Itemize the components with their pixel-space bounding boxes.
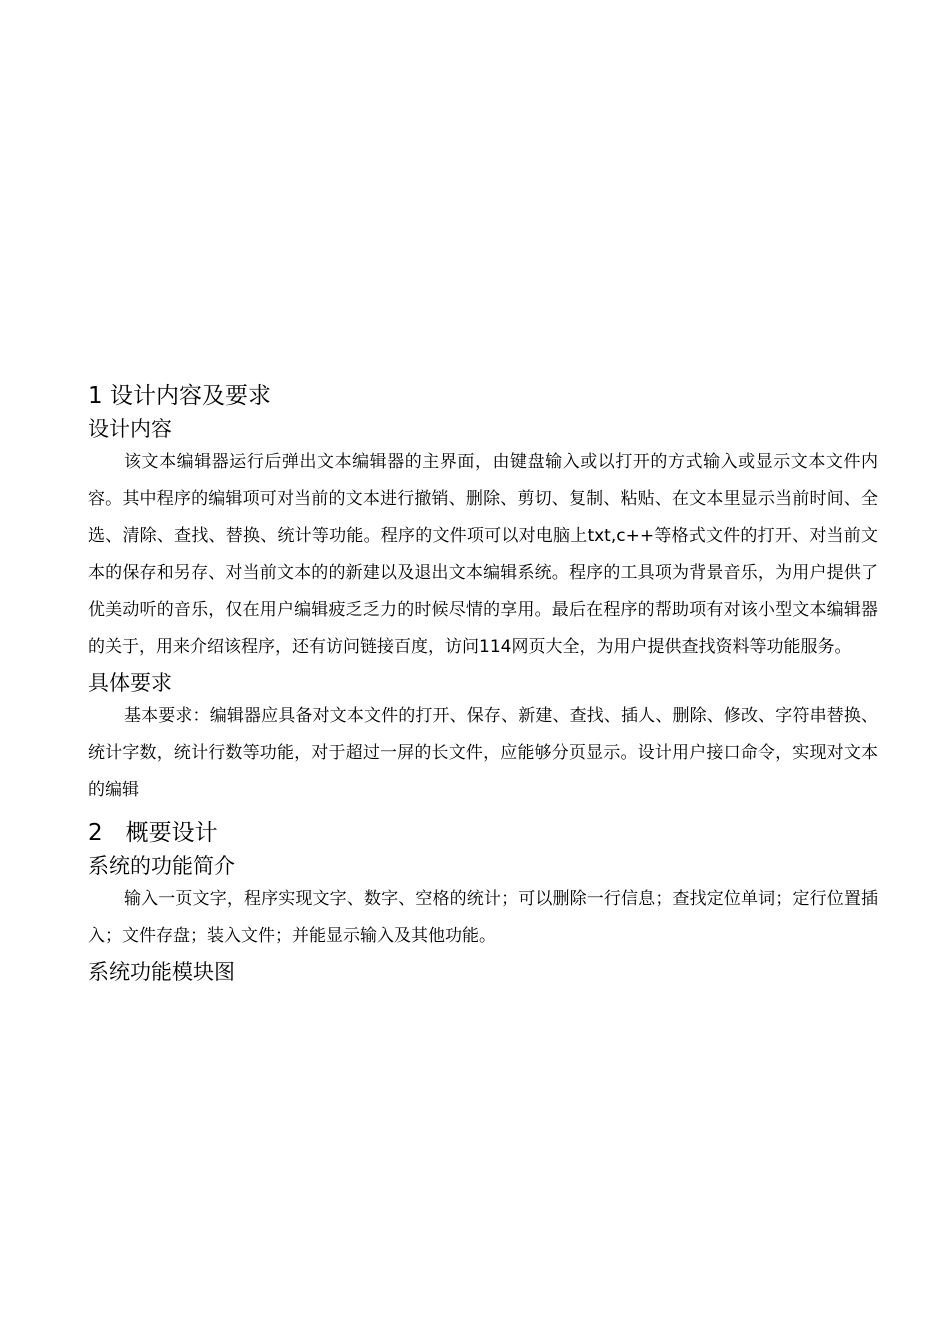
section-2-1-heading: 系统的功能简介 — [88, 854, 235, 878]
section-1-2-paragraph: 基本要求：编辑器应具备对文本文件的打开、保存、新建、查找、插人、删除、修改、字符串替换、统计字数，统计行数等功能，对于超过一屏的长文件，应能够分页显示。设计用户接口命令，实现对文本的编辑 — [88, 706, 878, 800]
section-2-1-paragraph: 输入一页文字，程序实现文字、数字、空格的统计；可以删除一行信息；查找定位单词；定行位置插入；文件存盘；装入文件；并能显示输入及其他功能。 — [88, 889, 878, 946]
document-content — [88, 380, 878, 987]
section-2-heading: 2 概要设计 — [88, 820, 218, 846]
section-1-2-heading: 具体要求 — [88, 671, 172, 695]
section-1-1-heading: 设计内容 — [88, 417, 172, 441]
section-2-2-heading: 系统功能模块图 — [88, 960, 235, 984]
section-1-heading: 1 设计内容及要求 — [88, 383, 271, 409]
section-1-1-paragraph: 该文本编辑器运行后弹出文本编辑器的主界面，由键盘输入或以打开的方式输入或显示文本文件内容。其中程序的编辑项可对当前的文本进行撤销、删除、剪切、复制、粘贴、在文本里显示当前时间、全选、清除、查找、替换、统计等功能。程序的文件项可以对电脑上txt,c++等格式文件的打开、对当前文本的保存和另存、对当前文本的的新建以及退出文本编辑系统。程序的工具项为背景音乐，为用户提供了优美动听的音乐，仅在用户编辑疲乏乏力的时候尽情的享用。最后在程序的帮助项有对该小型文本编辑器的关于，用来介绍该程序，还有访问链接百度，访问114网页大全，为用户提供查找资料等功能服务。 — [88, 452, 878, 657]
